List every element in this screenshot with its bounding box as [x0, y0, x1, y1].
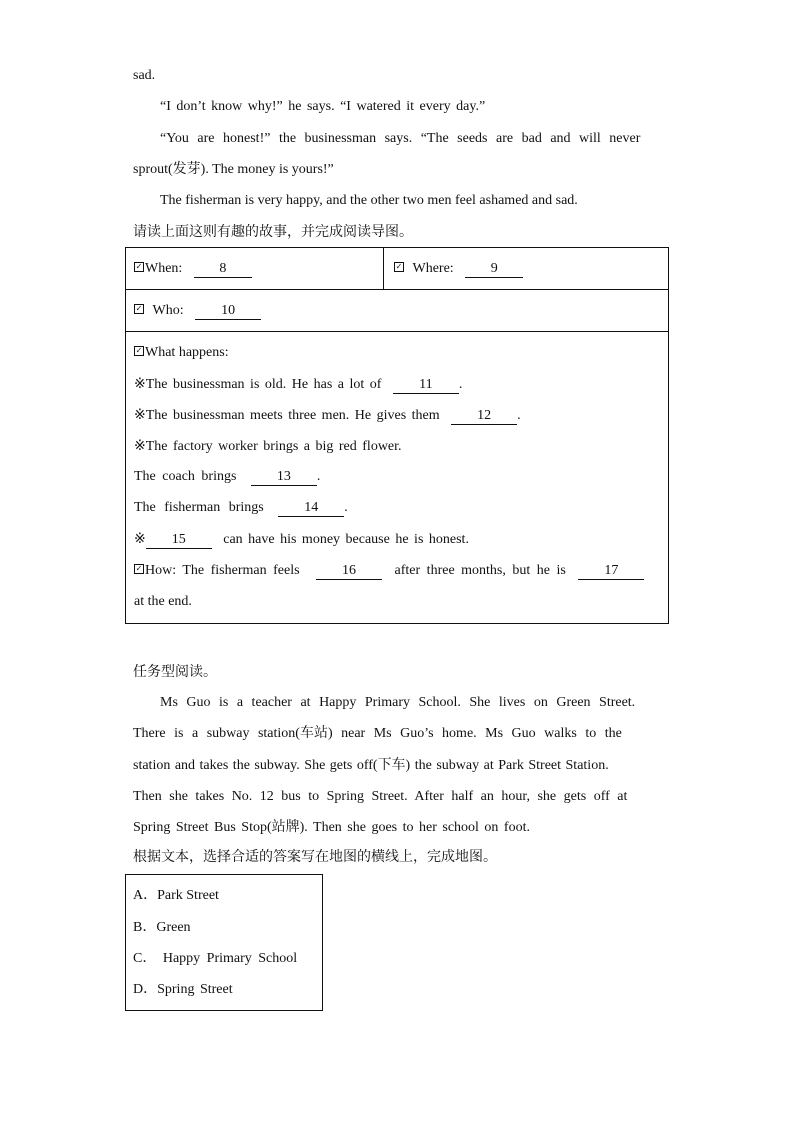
task-instruction: 请读上面这则有趣的故事，并完成阅读导图。 [133, 224, 413, 240]
section-title: 任务型阅读。 [133, 664, 217, 680]
when-row [134, 261, 252, 278]
table-divider [125, 331, 669, 332]
answer-blank-12[interactable]: 12 [451, 408, 517, 425]
who-row [134, 303, 261, 320]
checkbox-icon: ✓ [135, 346, 143, 355]
passage-line: There is a subway station(车站) near Ms Guo’s home. Ms Guo walks to the [133, 726, 622, 741]
answer-blank-16[interactable]: 16 [316, 563, 382, 580]
reference-mark-icon: ※ [134, 407, 146, 423]
passage-line: Then she takes No. 12 bus to Spring Street. After half an hour, she gets off at [133, 789, 628, 804]
what-happens-row [134, 345, 229, 361]
where-row [394, 261, 523, 278]
answer-blank-9[interactable]: 9 [465, 261, 523, 278]
event-row: The coach brings 13 . [134, 469, 321, 484]
event-row: ※The factory worker brings a big red flower. [134, 438, 402, 454]
event-row: The fisherman brings 14 . [134, 500, 348, 515]
option-d: D．Spring Street [133, 982, 233, 997]
answer-blank-11[interactable]: 11 [393, 377, 459, 394]
story-line: sprout(发芽). The money is yours!” [133, 162, 334, 177]
checkbox-icon: ✓ [135, 304, 143, 313]
story-line: sad. [133, 68, 156, 83]
story-line: “I don’t know why!” he says. “I watered it every day.” [160, 99, 486, 114]
reference-mark-icon: ※ [134, 438, 146, 454]
event-row: ※The businessman is old. He has a lot of 11 . [134, 376, 463, 392]
where-label: Where: [412, 261, 454, 276]
how-row: ✓ How: The fisherman feels 16 after three months, but he is 17 [134, 563, 644, 580]
checkbox-icon: ✓ [135, 564, 143, 573]
checkbox-icon: ✓ [395, 262, 403, 271]
answer-blank-10[interactable]: 10 [195, 303, 261, 320]
table-divider [383, 247, 384, 289]
table-divider [125, 289, 669, 290]
story-line: The fisherman is very happy, and the other two men feel ashamed and sad. [160, 193, 578, 208]
story-line: “You are honest!” the businessman says. “The seeds are bad and will never [160, 131, 641, 146]
answer-blank-14[interactable]: 14 [278, 500, 344, 517]
checkbox-icon: ✓ [135, 262, 143, 271]
answer-blank-8[interactable]: 8 [194, 261, 252, 278]
reference-mark-icon: ※ [134, 376, 146, 392]
event-row: ※ 15 can have his money because he is honest. [134, 531, 469, 547]
task-instruction: 根据文本，选择合适的答案写在地图的横线上，完成地图。 [133, 849, 497, 865]
event-row: ※The businessman meets three men. He gives them 12 . [134, 407, 521, 423]
when-label: When: [145, 261, 183, 276]
who-label: Who: [152, 303, 184, 318]
option-c: C． Happy Primary School [133, 951, 298, 966]
option-a: A．Park Street [133, 888, 219, 903]
how-row-end: at the end. [134, 594, 192, 609]
what-happens-label: What happens: [145, 345, 229, 360]
passage-line: station and takes the subway. She gets off(下车) the subway at Park Street Station. [133, 758, 609, 773]
answer-blank-13[interactable]: 13 [251, 469, 317, 486]
reference-mark-icon: ※ [134, 531, 146, 547]
passage-line: Spring Street Bus Stop(站牌). Then she goes to her school on foot. [133, 820, 530, 835]
answer-blank-17[interactable]: 17 [578, 563, 644, 580]
option-b: B．Green [133, 920, 191, 935]
answer-blank-15[interactable]: 15 [146, 532, 212, 549]
passage-line: Ms Guo is a teacher at Happy Primary School. She lives on Green Street. [160, 695, 636, 710]
